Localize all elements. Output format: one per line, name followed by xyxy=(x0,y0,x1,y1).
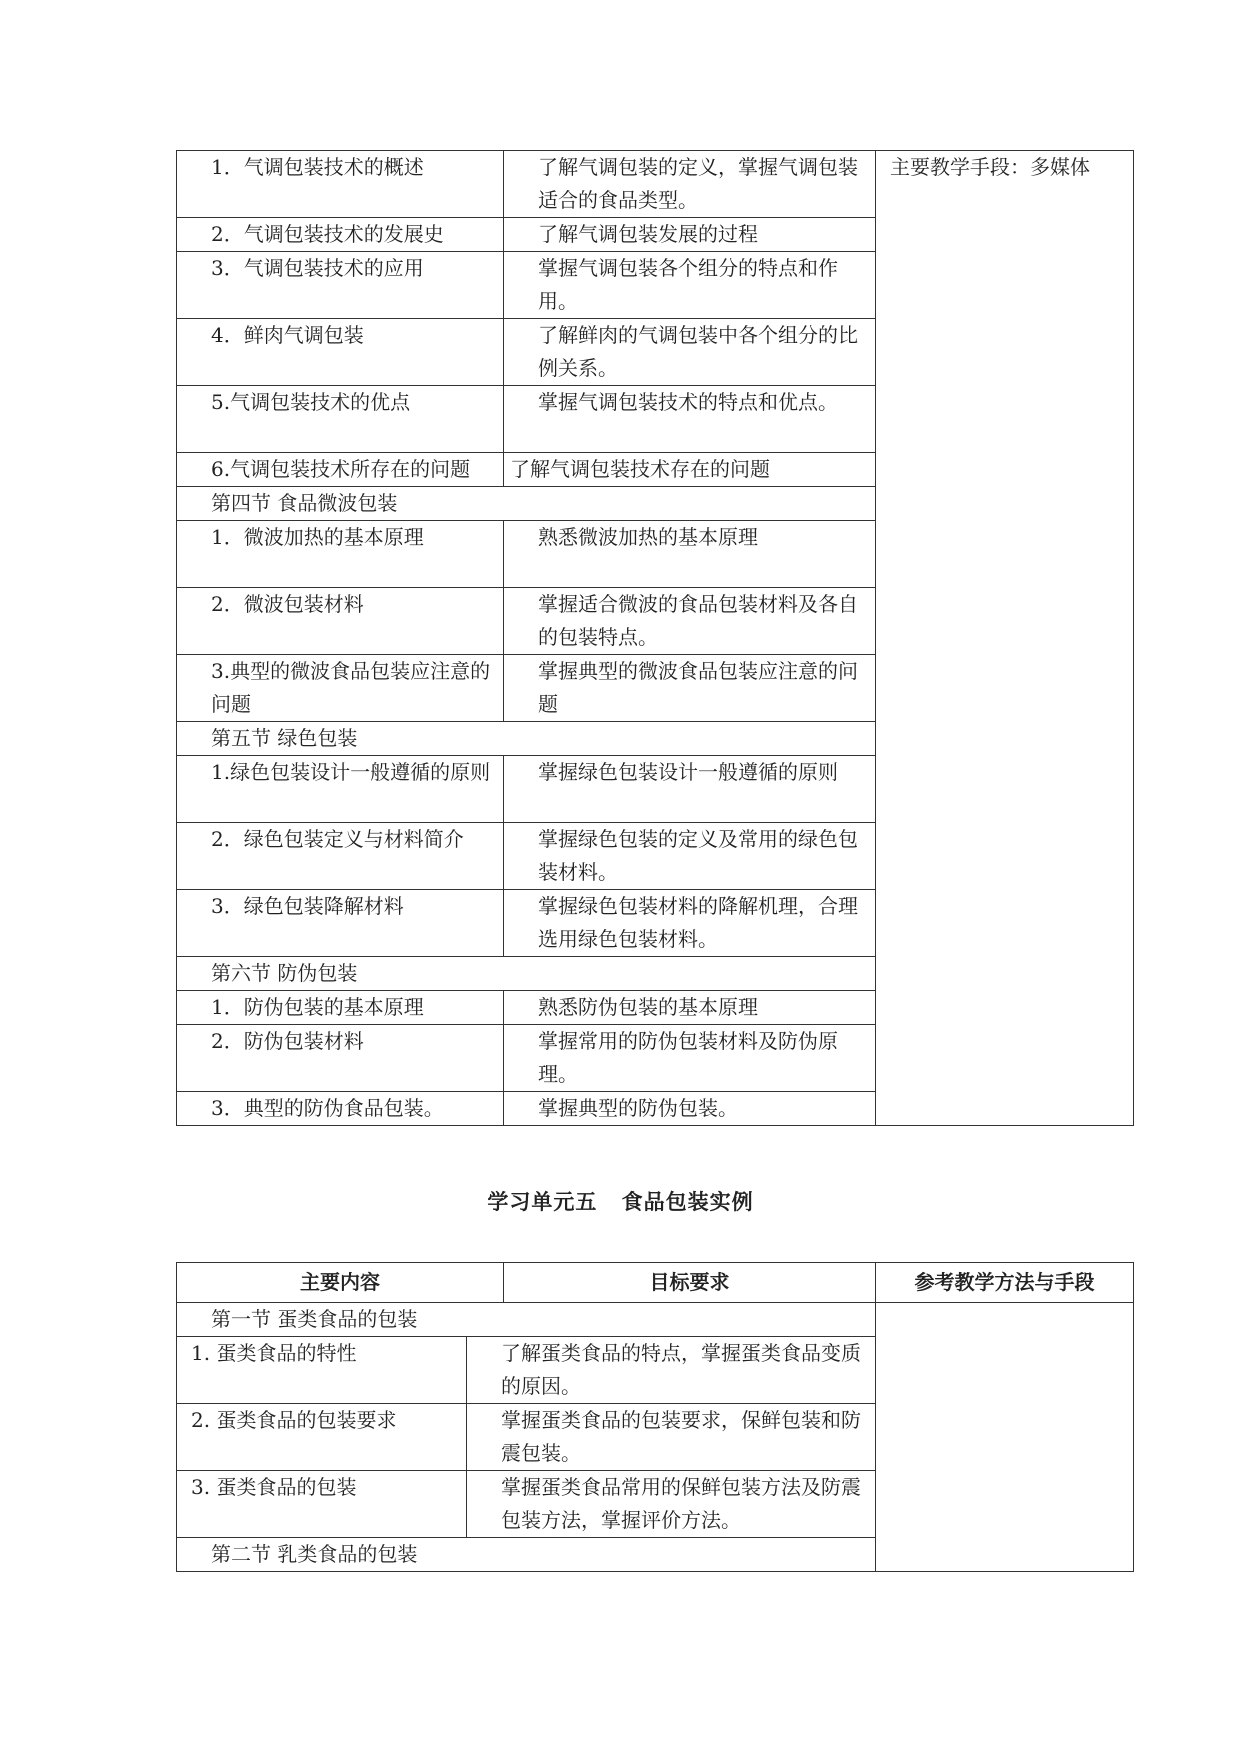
content-cell: 2．防伪包装材料 xyxy=(177,1025,504,1092)
unit-title xyxy=(0,1186,1241,1216)
content-cell: 6.气调包装技术所存在的问题 xyxy=(177,453,504,487)
content-cell: 3. 蛋类食品的包装 xyxy=(177,1471,467,1538)
course-table-unit5 xyxy=(176,1262,1134,1572)
section-heading: 第二节 乳类食品的包装 xyxy=(177,1538,876,1572)
content-cell: 1．防伪包装的基本原理 xyxy=(177,991,504,1025)
header-goal: 目标要求 xyxy=(504,1263,876,1303)
goal-cell: 了解蛋类食品的特点，掌握蛋类食品变质的原因。 xyxy=(467,1337,876,1404)
content-cell: 3．绿色包装降解材料 xyxy=(177,890,504,957)
goal-cell: 了解鲜肉的气调包装中各个组分的比例关系。 xyxy=(504,319,876,386)
goal-cell: 掌握绿色包装设计一般遵循的原则 xyxy=(504,756,876,823)
goal-cell: 掌握蛋类食品的包装要求，保鲜包装和防震包装。 xyxy=(467,1404,876,1471)
section-heading: 第六节 防伪包装 xyxy=(177,957,876,991)
goal-cell: 掌握绿色包装材料的降解机理，合理选用绿色包装材料。 xyxy=(504,890,876,957)
section-heading: 第一节 蛋类食品的包装 xyxy=(177,1303,876,1337)
table-row xyxy=(177,151,1134,218)
goal-cell: 掌握常用的防伪包装材料及防伪原理。 xyxy=(504,1025,876,1092)
section-row xyxy=(177,1303,1134,1337)
goal-cell: 熟悉防伪包装的基本原理 xyxy=(504,991,876,1025)
table-header-row xyxy=(177,1263,1134,1303)
unit-number: 学习单元五 xyxy=(487,1190,598,1214)
section-heading: 第四节 食品微波包装 xyxy=(177,487,876,521)
goal-cell: 掌握气调包装技术的特点和优点。 xyxy=(504,386,876,453)
content-cell: 2. 蛋类食品的包装要求 xyxy=(177,1404,467,1471)
method-cell xyxy=(876,1303,1134,1572)
content-cell: 3.典型的微波食品包装应注意的问题 xyxy=(177,655,504,722)
unit-topic: 食品包装实例 xyxy=(621,1190,754,1214)
content-cell: 2．绿色包装定义与材料简介 xyxy=(177,823,504,890)
content-cell: 2．气调包装技术的发展史 xyxy=(177,218,504,252)
content-cell: 5.气调包装技术的优点 xyxy=(177,386,504,453)
goal-cell: 掌握气调包装各个组分的特点和作用。 xyxy=(504,252,876,319)
goal-cell: 了解气调包装技术存在的问题 xyxy=(504,453,876,487)
content-cell: 3．气调包装技术的应用 xyxy=(177,252,504,319)
section-heading: 第五节 绿色包装 xyxy=(177,722,876,756)
course-table-unit4 xyxy=(176,150,1134,1126)
goal-cell: 掌握绿色包装的定义及常用的绿色包装材料。 xyxy=(504,823,876,890)
content-cell: 1. 蛋类食品的特性 xyxy=(177,1337,467,1404)
goal-cell: 了解气调包装发展的过程 xyxy=(504,218,876,252)
header-main-content: 主要内容 xyxy=(177,1263,504,1303)
content-cell: 1．气调包装技术的概述 xyxy=(177,151,504,218)
goal-cell: 掌握典型的微波食品包装应注意的问题 xyxy=(504,655,876,722)
content-cell: 1.绿色包装设计一般遵循的原则 xyxy=(177,756,504,823)
teaching-method-cell: 主要教学手段：多媒体 xyxy=(876,151,1134,1126)
goal-cell: 熟悉微波加热的基本原理 xyxy=(504,521,876,588)
content-cell: 3．典型的防伪食品包装。 xyxy=(177,1092,504,1126)
content-cell: 4．鲜肉气调包装 xyxy=(177,319,504,386)
content-cell: 1．微波加热的基本原理 xyxy=(177,521,504,588)
goal-cell: 掌握适合微波的食品包装材料及各自的包装特点。 xyxy=(504,588,876,655)
header-method: 参考教学方法与手段 xyxy=(876,1263,1134,1303)
goal-cell: 掌握典型的防伪包装。 xyxy=(504,1092,876,1126)
goal-cell: 了解气调包装的定义，掌握气调包装适合的食品类型。 xyxy=(504,151,876,218)
goal-cell: 掌握蛋类食品常用的保鲜包装方法及防震包装方法，掌握评价方法。 xyxy=(467,1471,876,1538)
content-cell: 2．微波包装材料 xyxy=(177,588,504,655)
